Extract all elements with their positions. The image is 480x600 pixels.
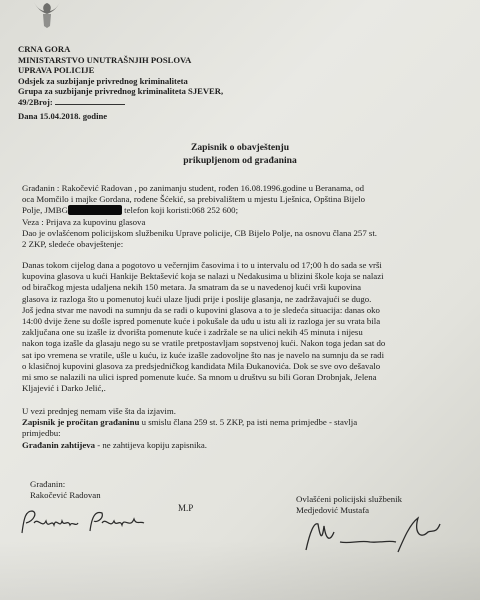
closing-line: U vezi prednjeg nemam više šta da izjavim. [22,406,176,416]
statement-line: Još jedna stvar me navodi na sumnju da se radi o kupovini glasova a to je sledeća situacija: danas oko [22,304,380,315]
read-statement-bold: Zapisnik je pročitan građaninu [22,417,140,428]
jmbg-label: Polje, JMBG [22,205,68,216]
statement-line: Danas tokom cijelog dana a pogotovo u večernjim časovima i to u intervalu od 17;00 h do sada se vrši [22,260,382,270]
citizen-signature-block [30,479,101,501]
intro-section [22,183,462,250]
header-date: Dana 15.04.2018. godine [18,110,108,121]
header-directorate: UPRAVA POLICIJE [18,65,95,76]
statement-line: od biračkog mjesta udaljena nekih 150 metara. Ja smatram da se u navedenoj kući vrši kupovina [22,282,362,293]
closing-section [22,406,462,451]
phone-text: telefon koji koristi:068 252 600; [121,205,239,216]
citizen-handwritten-signature [18,503,158,539]
statement-line: Kljajević i Darko Jelić,. [22,383,106,394]
citizen-name: Rakočević Radovan [30,490,101,500]
document-title: Zapisnik o obavještenju [190,142,290,153]
statement-line: zaključana one su izašle iz dvorišta pomenute kuće i zadržale se na ulici nekih 45 minuta i nijesu [22,327,363,338]
header-number: 49/2Broj: [18,96,53,107]
statement-section [22,260,462,394]
statement-line: nakon toga izašle da glasaju nego su se vratile pretpostavljam sopstvenoj kući. Nakon toga jedan sat do [22,338,386,349]
number-blank-line [55,97,125,105]
header-ministry: MINISTARSTVO UNUTRAŠNJIH POSLOVA [18,54,192,65]
statement-line: kupovina glasova u kući Hankije Bektašević koja se nalazi u Nedakusima u blizini škole koja se nalazi [22,271,384,282]
intro-line-jmbg [22,205,462,216]
stamp-placeholder: M.P [178,503,194,513]
document-header [18,44,223,121]
officer-handwritten-signature [300,512,450,556]
closing-line-read [22,417,462,428]
redaction-bar [68,205,122,215]
intro-line: oca Momčilo i majke Gordana, rođene Šćekić, sa prebivalištem u mjestu Lješnica, Opština Bijelo [22,194,365,205]
read-statement-rest: u smislu člana 259 st. 5 ZKP, pa isti nema primjedbe - stavlja [139,417,358,428]
header-group: Grupa za suzbijanje privrednog kriminaliteta SJEVER, [18,86,224,97]
header-department: Odsjek za suzbijanje privrednog kriminaliteta [18,75,188,86]
officer-label: Ovlašćeni policijski službenik [296,494,403,504]
closing-line: primjedbu: [22,428,61,439]
statement-line: 14:00 dvije žene su došle ispred pomenute kuće i pokušale da uđu u istu ali iz razloga jer su vrata bila [22,316,381,327]
closing-line-copy [22,440,462,451]
copy-request-bold: Građanin zahtijeva [22,439,96,450]
copy-request-rest: - ne zahtijeva kopiju zapisnika. [95,439,207,450]
intro-line: 2 ZKP, sledeće obavještenje: [22,239,124,250]
document-subtitle: prikupljenom od građanina [183,155,297,166]
intro-line: Dao je ovlašćenom policijskom službeniku Uprave policije, CB Bijelo Polje, na osnovu člana 257 st. [22,227,377,238]
intro-line: Građanin : Rakočević Radovan , po zanimanju student, rođen 16.08.1996.godine u Beranama, od [22,183,365,193]
header-number-row [18,97,223,108]
coat-of-arms-icon [30,0,64,28]
officer-name: Medjedović Mustafa [296,505,370,515]
statement-line: o klasičnoj kupovini glasova za predsjedničkog kandidata Mila Đukanovića. Dok se sve ovo dešavalo [22,360,381,371]
header-country: CRNA GORA [18,44,71,54]
statement-line: sat ipo vremena se vratile, ušle u kuću, iz kuće izašle zadovoljne što nas je navelo na sumnju da se radi [22,349,385,360]
statement-line: glasova iz razloga što u pomenutoj kući ulaze ljudi prije i poslije glasanja, ne zadržavajući se dugo. [22,293,372,304]
citizen-label: Građanin: [30,479,66,489]
intro-line: Veza : Prijava za kupovinu glasova [22,216,146,227]
statement-line: mi smo se nalazili na ulici ispred pomenute kuće. Sa mnom u društvu su bili Goran Drobnjak, Jelena [22,372,377,383]
